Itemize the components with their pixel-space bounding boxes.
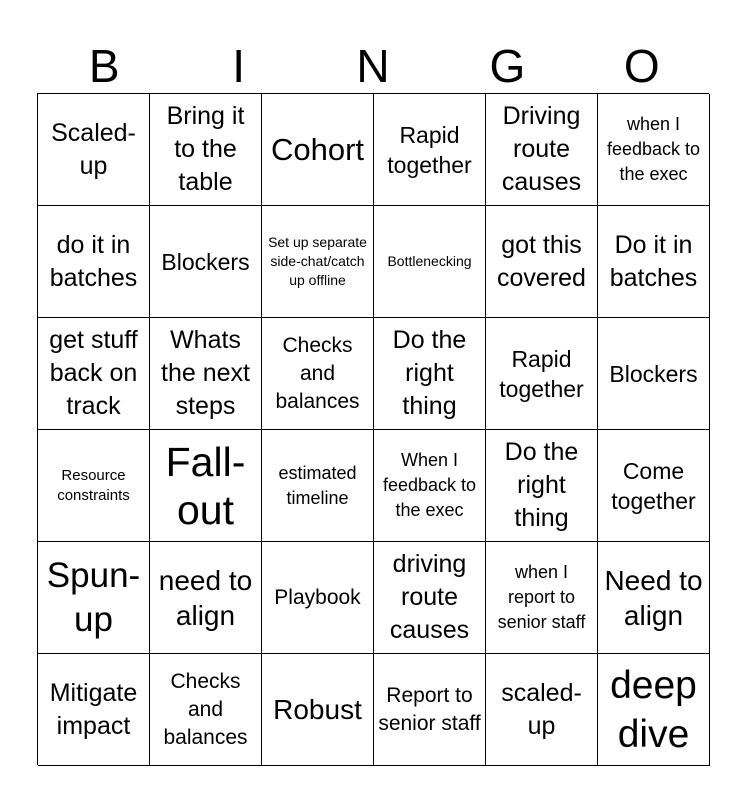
- cell-text: Driving route causes: [501, 102, 582, 196]
- bingo-cell[interactable]: [598, 94, 710, 206]
- bingo-header: [37, 38, 709, 94]
- bingo-board: [37, 93, 709, 765]
- cell-text: when I feedback to the exec: [606, 114, 701, 184]
- cell-text: Scaled-up: [51, 118, 136, 180]
- cell-text: Report to senior staff: [378, 683, 481, 735]
- bingo-cell[interactable]: [598, 318, 710, 430]
- bingo-cell[interactable]: [486, 430, 598, 542]
- bingo-cell[interactable]: [374, 430, 486, 542]
- cell-text: when I report to senior staff: [497, 562, 586, 632]
- bingo-cell[interactable]: [262, 430, 374, 542]
- bingo-cell[interactable]: [150, 94, 262, 206]
- bingo-cell[interactable]: [38, 94, 150, 206]
- bingo-cell[interactable]: [38, 318, 150, 430]
- bingo-cell[interactable]: [486, 654, 598, 766]
- cell-text: When I feedback to the exec: [382, 450, 477, 520]
- cell-text: Mitigate impact: [49, 678, 138, 740]
- bingo-cell[interactable]: [150, 430, 262, 542]
- bingo-cell[interactable]: [486, 206, 598, 318]
- cell-text: Rapid together: [499, 345, 584, 402]
- bingo-cell[interactable]: [262, 206, 374, 318]
- cell-text: need to align: [158, 564, 253, 631]
- cell-text: Do it in batches: [609, 230, 698, 292]
- bingo-cell[interactable]: [374, 94, 486, 206]
- cell-text: Fall-out: [165, 438, 246, 533]
- bingo-cell[interactable]: [262, 542, 374, 654]
- cell-text: get stuff back on track: [49, 326, 138, 420]
- cell-text: Spun-up: [46, 555, 141, 639]
- bingo-cell[interactable]: [150, 318, 262, 430]
- bingo-cell[interactable]: [262, 654, 374, 766]
- bingo-cell[interactable]: [598, 430, 710, 542]
- bingo-cell[interactable]: [486, 318, 598, 430]
- header-letter-b: B: [88, 40, 120, 92]
- cell-text: Come together: [611, 457, 696, 514]
- cell-text: driving route causes: [389, 550, 470, 644]
- cell-text: do it in batches: [49, 230, 138, 292]
- cell-text: got this covered: [497, 230, 586, 292]
- cell-text: Rapid together: [387, 121, 472, 178]
- cell-text: Bottlenecking: [387, 253, 472, 269]
- bingo-cell[interactable]: [38, 206, 150, 318]
- cell-text: Whats the next steps: [161, 326, 250, 420]
- cell-text: Checks and balances: [275, 333, 360, 413]
- cell-text: Cohort: [270, 132, 365, 167]
- bingo-cell[interactable]: [374, 542, 486, 654]
- bingo-cell[interactable]: [598, 206, 710, 318]
- cell-text: Set up separate side-chat/catch up offline: [268, 234, 367, 288]
- cell-text: estimated timeline: [278, 462, 357, 508]
- header-letter-o: O: [623, 40, 660, 92]
- cell-text: Blockers: [609, 360, 698, 387]
- bingo-cell[interactable]: [262, 94, 374, 206]
- cell-text: Robust: [273, 694, 362, 725]
- cell-text: Need to align: [604, 564, 703, 631]
- cell-text: Do the right thing: [504, 438, 579, 532]
- bingo-cell[interactable]: [38, 654, 150, 766]
- bingo-cell[interactable]: [598, 542, 710, 654]
- bingo-cell[interactable]: [598, 654, 710, 766]
- bingo-cell[interactable]: [38, 430, 150, 542]
- cell-text: scaled-up: [501, 678, 582, 740]
- bingo-cell[interactable]: [150, 654, 262, 766]
- bingo-cell[interactable]: [262, 318, 374, 430]
- bingo-cell[interactable]: [374, 318, 486, 430]
- cell-text: Do the right thing: [392, 326, 467, 420]
- cell-text: Checks and balances: [163, 669, 248, 749]
- cell-text: deep dive: [610, 663, 697, 756]
- bingo-cell[interactable]: [150, 542, 262, 654]
- cell-text: Bring it to the table: [166, 102, 245, 196]
- bingo-cell[interactable]: [150, 206, 262, 318]
- bingo-cell[interactable]: [38, 542, 150, 654]
- header-letter-i: I: [232, 40, 245, 92]
- cell-text: Playbook: [274, 585, 361, 609]
- bingo-cell[interactable]: [374, 206, 486, 318]
- bingo-cell[interactable]: [486, 542, 598, 654]
- cell-text: Resource constraints: [57, 466, 130, 504]
- header-letter-n: N: [356, 40, 390, 92]
- bingo-cell[interactable]: [486, 94, 598, 206]
- cell-text: Blockers: [161, 248, 250, 275]
- header-letter-g: G: [489, 40, 526, 92]
- bingo-cell[interactable]: [374, 654, 486, 766]
